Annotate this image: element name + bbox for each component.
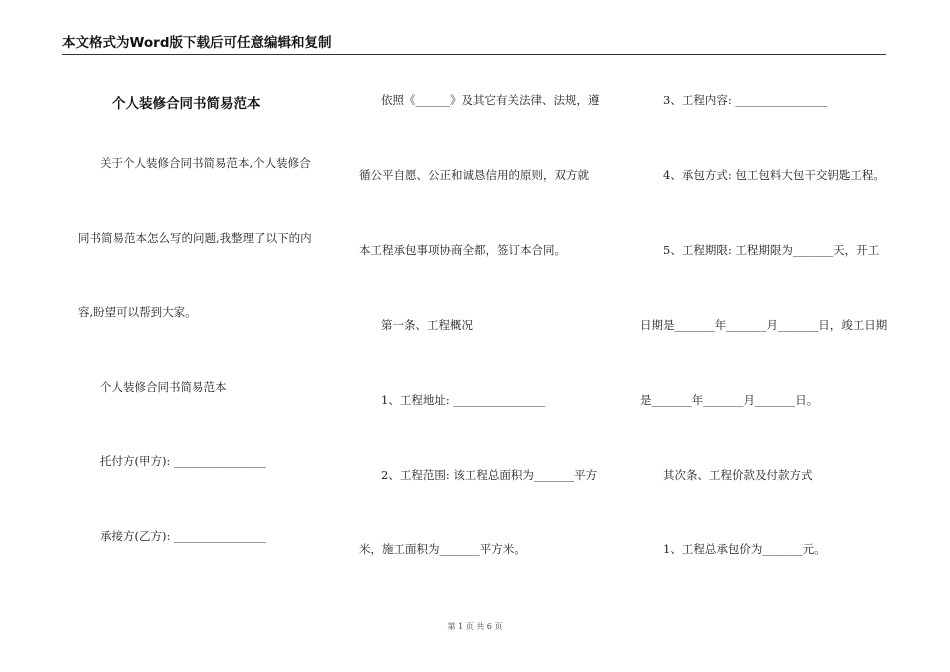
col2-line: 本工程承包事项协商全都，签订本合同。 — [359, 243, 566, 257]
col2-line: 依照《______》及其它有关法律、法规，遵 — [381, 93, 600, 107]
col3-line: 1、工程总承包价为_______元。 — [663, 542, 826, 556]
col1-line: 同书简易范本怎么写的问题,我整理了以下的内 — [78, 231, 312, 245]
col3-line: 5、工程期限: 工程期限为_______天，开工 — [663, 243, 880, 257]
col2-line: 米，施工面积为_______平方米。 — [359, 542, 526, 556]
page-header — [62, 34, 886, 55]
header-text: 本文格式为Word版下载后可任意编辑和复制 — [62, 35, 332, 51]
col1-line: 关于个人装修合同书简易范本,个人装修合 — [100, 156, 311, 170]
document-title: 个人装修合同书简易范本 — [112, 96, 261, 112]
col1-line: 容,盼望可以帮到大家。 — [78, 305, 197, 319]
col1-line: 托付方(甲方): ________________ — [100, 454, 267, 468]
col2-line: 第一条、工程概况 — [381, 318, 473, 332]
col3-line: 是_______年_______月_______日。 — [640, 393, 819, 407]
col2-line: 1、工程地址: ________________ — [381, 393, 546, 407]
col1-line: 承接方(乙方): ________________ — [100, 529, 267, 543]
page-footer: 第 1 页 共 6 页 — [447, 622, 503, 631]
col3-line: 其次条、工程价款及付款方式 — [663, 468, 813, 482]
col2-line: 循公平自愿、公正和诚恳信用的原则，双方就 — [359, 168, 589, 182]
col2-line: 2、工程范围: 该工程总面积为_______平方 — [381, 468, 598, 482]
col3-line: 日期是_______年_______月_______日，竣工日期 — [640, 318, 888, 332]
col3-line: 3、工程内容: ________________ — [663, 93, 828, 107]
col1-line: 个人装修合同书简易范本 — [100, 380, 227, 394]
col3-line: 4、承包方式: 包工包料大包干交钥匙工程。 — [663, 168, 885, 182]
